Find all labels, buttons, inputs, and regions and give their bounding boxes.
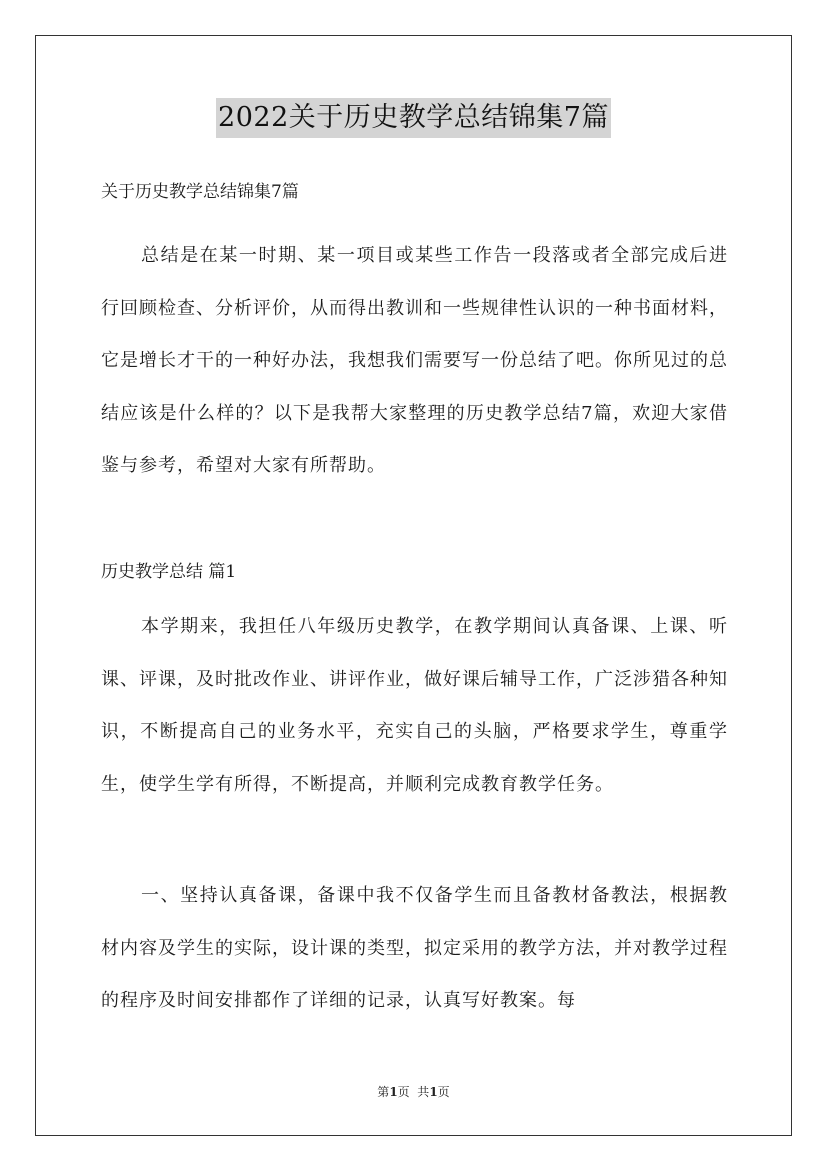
- page-label-mid: 页 共: [397, 1085, 430, 1099]
- page-label-prefix: 第: [377, 1085, 390, 1099]
- document-title: 2022关于历史教学总结锦集7篇: [216, 98, 611, 138]
- page-label-suffix: 页: [437, 1085, 450, 1099]
- total-pages: 1: [429, 1085, 438, 1099]
- document-subtitle: 关于历史教学总结锦集7篇: [101, 182, 299, 202]
- section-paragraph-1: 本学期来，我担任八年级历史教学，在教学期间认真备课、上课、听课、评课，及时批改作业、讲评作业，做好课后辅导工作，广泛涉猎各种知识，不断提高自己的业务水平，充实自己的头脑，严格要求学生，尊重学生，使学生学有所得，不断提高，并顺利完成教育教学任务。: [101, 616, 728, 795]
- title-container: [0, 98, 827, 138]
- intro-paragraph: 总结是在某一时期、某一项目或某些工作告一段落或者全部完成后进行回顾检查、分析评价，从而得出教训和一些规律性认识的一种书面材料，它是增长才干的一种好办法，我想我们需要写一份总结了吧。你所见过的总结应该是什么样的？以下是我帮大家整理的历史教学总结7篇，欢迎大家借鉴与参考，希望对大家有所帮助。: [101, 245, 728, 476]
- page-number: 1: [389, 1085, 398, 1099]
- section-paragraph-2: 一、坚持认真备课，备课中我不仅备学生而且备教材备教法，根据教材内容及学生的实际，设计课的类型，拟定采用的教学方法，并对教学过程的程序及时间安排都作了详细的记录，认真写好教案。每: [101, 885, 728, 1011]
- page-footer: [0, 1082, 827, 1102]
- section-heading: 历史教学总结 篇1: [101, 562, 237, 582]
